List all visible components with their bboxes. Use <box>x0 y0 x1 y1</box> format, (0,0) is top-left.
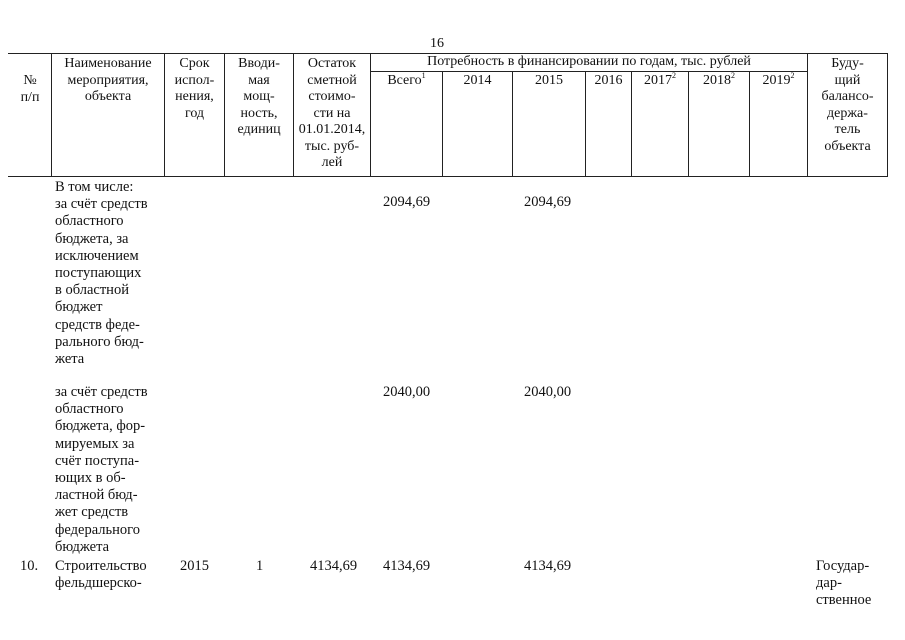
header-remainder: Остаток сметной стоимо- сти на 01.01.2014, тыс. руб- лей <box>298 56 366 170</box>
funding-subheader-border <box>370 71 807 72</box>
header-num: № п/п <box>20 73 40 105</box>
header-2018 <box>689 73 749 90</box>
header-name: Наименование мероприятия, объекта <box>64 56 152 104</box>
header-capacity: Вводи- мая мощ- ность, единиц <box>237 56 281 137</box>
header-total-footnote: 1 <box>421 71 426 80</box>
row-3-2015: 4134,69 <box>524 558 572 574</box>
row-2-name: за счёт средств областного бюджета, фор- мируемых за счёт поступа- ющих в об- ластной бюд- жет средств федерального бюджета <box>55 384 148 555</box>
header-2017-footnote: 2 <box>672 71 676 80</box>
header-2019-footnote: 2 <box>790 71 795 80</box>
col-border <box>887 53 888 177</box>
header-2014: 2014 <box>463 73 492 88</box>
row-3-capacity: 1 <box>256 558 264 574</box>
row-1-2015: 2094,69 <box>524 194 572 210</box>
col-border <box>370 53 371 177</box>
header-total <box>371 73 442 90</box>
header-2019 <box>750 73 807 90</box>
header-2017 <box>632 73 688 90</box>
row-2-total: 2040,00 <box>383 384 431 400</box>
header-2016: 2016 <box>594 73 623 88</box>
header-holder: Буду- щий балансо- держа- тель объекта <box>821 56 874 154</box>
header-2018-label: 2018 <box>703 73 731 88</box>
row-2-2015: 2040,00 <box>524 384 572 400</box>
row-3-term: 2015 <box>180 558 209 574</box>
header-2015: 2015 <box>535 73 563 88</box>
header-funding-title: Потребность в финансировании по годам, тыс. рублей <box>427 54 751 69</box>
row-3-num: 10. <box>20 558 39 574</box>
header-bottom-border <box>8 176 888 177</box>
row-3-name: Строительство фельдшерско- <box>55 558 147 592</box>
row-1-name: В том числе: за счёт средств областного бюджета, за исключением поступающих в областной бюджет средств феде- рального бюд- жета <box>55 179 148 368</box>
row-3-remainder: 4134,69 <box>310 558 358 574</box>
header-total-label: Всего <box>387 73 422 88</box>
header-2018-footnote: 2 <box>731 71 735 80</box>
header-term: Срок испол- нения, год <box>174 56 215 121</box>
row-3-holder: Государ- дар- ственное <box>816 558 872 609</box>
row-1-total: 2094,69 <box>383 194 431 210</box>
row-3-total: 4134,69 <box>383 558 431 574</box>
page-number: 16 <box>430 36 444 51</box>
header-2017-label: 2017 <box>644 73 672 88</box>
header-2019-label: 2019 <box>762 73 791 88</box>
